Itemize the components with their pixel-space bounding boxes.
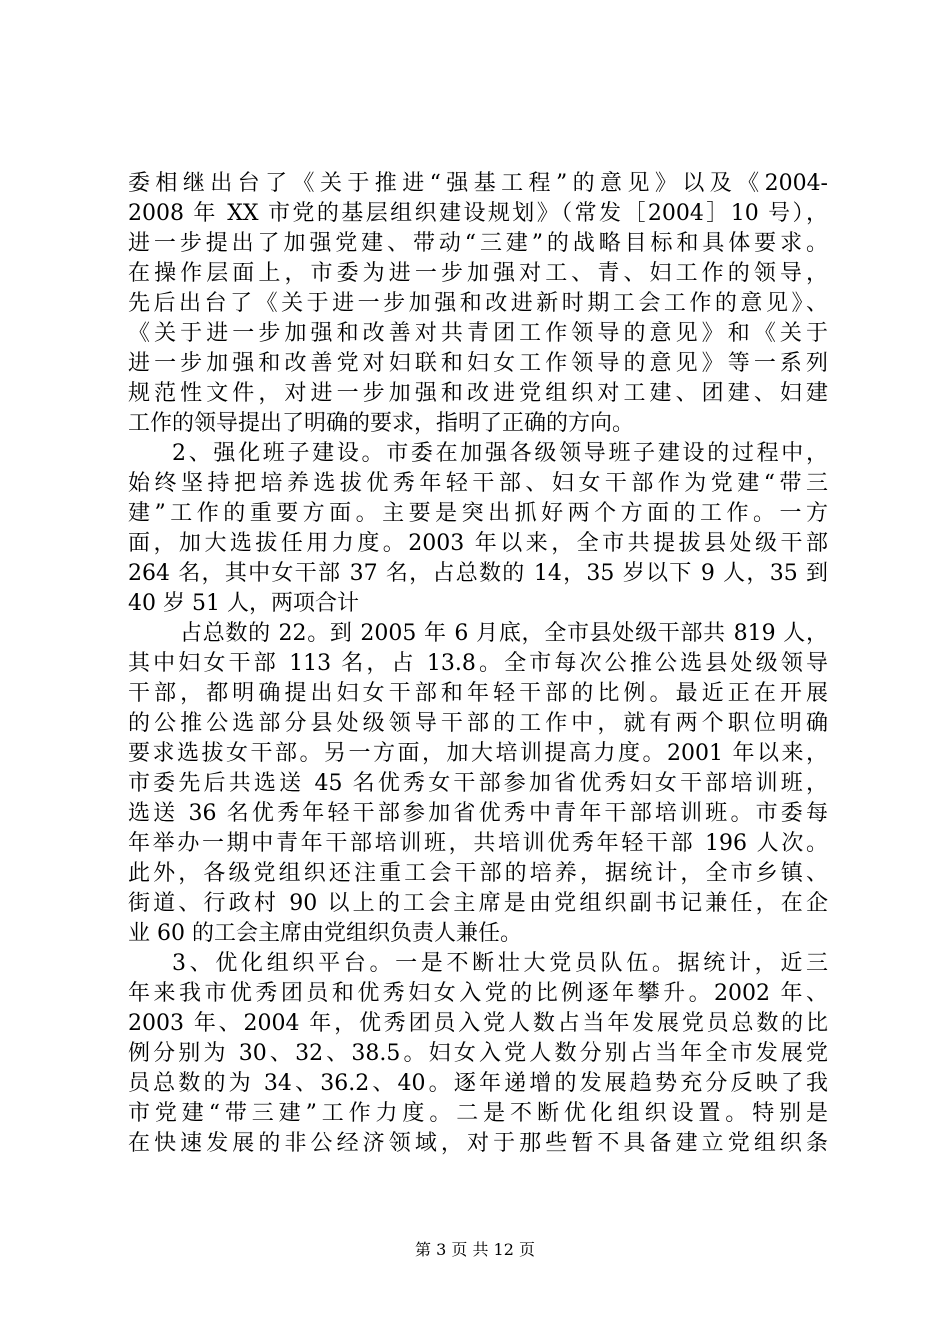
text-line: 264 名，其中女干部 37 名，占总数的 14，35 岁以下 9 人，35 到	[128, 561, 828, 586]
text-line: 先后出台了《关于进一步加强和改进新时期工会工作的意见》、	[128, 291, 828, 316]
text-line: 3、优化组织平台。一是不断壮大党员队伍。据统计，近三	[172, 951, 828, 976]
text-line: 《关于进一步加强和改善对共青团工作领导的意见》和《关于	[128, 321, 828, 346]
text-line: 始终坚持把培养选拔优秀年轻干部、妇女干部作为党建“带三	[128, 471, 828, 496]
text-line: 员总数的为 34、36.2、40。逐年递增的发展趋势充分反映了我	[128, 1071, 828, 1096]
text-line: 占总数的 22。到 2005 年 6 月底，全市县处级干部共 819 人，	[180, 621, 828, 646]
text-line: 要求选拔女干部。另一方面，加大培训提高力度。2001 年以来，	[128, 741, 828, 766]
text-line: 面，加大选拔任用力度。2003 年以来，全市共提拔县处级干部	[128, 531, 828, 556]
text-line: 街道、行政村 90 以上的工会主席是由党组织副书记兼任，在企	[128, 891, 828, 916]
text-line: 工作的领导提出了明确的要求，指明了正确的方向。	[128, 411, 635, 436]
text-line: 委相继出台了《关于推进“强基工程”的意见》以及《2004-	[128, 171, 828, 196]
text-line: 业 60 的工会主席由党组织负责人兼任。	[128, 921, 522, 946]
text-line: 2、强化班子建设。市委在加强各级领导班子建设的过程中，	[172, 441, 828, 466]
text-line: 市委先后共选送 45 名优秀女干部参加省优秀妇女干部培训班，	[128, 771, 828, 796]
text-line: 选送 36 名优秀年轻干部参加省优秀中青年干部培训班。市委每	[128, 801, 828, 826]
text-line: 其中妇女干部 113 名，占 13.8。全市每次公推公选县处级领导	[128, 651, 828, 676]
text-line: 在快速发展的非公经济领域，对于那些暂不具备建立党组织条	[128, 1131, 828, 1156]
text-line: 建”工作的重要方面。主要是突出抓好两个方面的工作。一方	[128, 501, 828, 526]
text-line: 规范性文件，对进一步加强和改进党组织对工建、团建、妇建	[128, 381, 828, 406]
text-line: 在操作层面上，市委为进一步加强对工、青、妇工作的领导，	[128, 261, 828, 286]
text-line: 例分别为 30、32、38.5。妇女入党人数分别占当年全市发展党	[128, 1041, 828, 1066]
text-line: 40 岁 51 人，两项合计	[128, 591, 359, 616]
text-line: 进一步提出了加强党建、带动“三建”的战略目标和具体要求。	[128, 231, 828, 256]
page-number-footer: 第 3 页 共 12 页	[415, 1240, 535, 1259]
text-line: 进一步加强和改善党对妇联和妇女工作领导的意见》等一系列	[128, 351, 828, 376]
text-line: 2008 年 XX 市党的基层组织建设规划》（常发［2004］10 号），	[128, 201, 828, 226]
text-line: 年来我市优秀团员和优秀妇女入党的比例逐年攀升。2002 年、	[128, 981, 828, 1006]
text-line: 年举办一期中青年干部培训班，共培训优秀年轻干部 196 人次。	[128, 831, 828, 856]
text-line: 此外，各级党组织还注重工会干部的培养，据统计，全市乡镇、	[128, 861, 828, 886]
body-text	[128, 169, 828, 1159]
text-line: 干部，都明确提出妇女干部和年轻干部的比例。最近正在开展	[128, 681, 828, 706]
text-line: 市党建“带三建”工作力度。二是不断优化组织设置。特别是	[128, 1101, 828, 1126]
text-line: 2003 年、2004 年，优秀团员入党人数占当年发展党员总数的比	[128, 1011, 828, 1036]
text-line: 的公推公选部分县处级领导干部的工作中，就有两个职位明确	[128, 711, 828, 736]
